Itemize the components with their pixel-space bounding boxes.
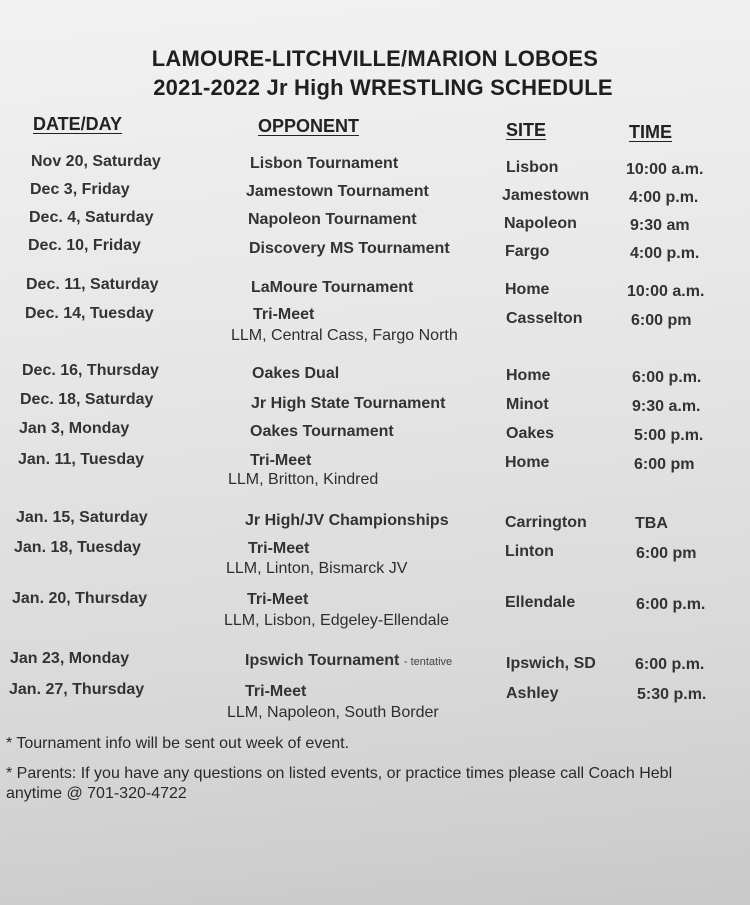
row-date: Dec. 14, Tuesday	[25, 305, 154, 322]
row-date: Jan 23, Monday	[10, 650, 130, 667]
schedule-title-line1: LAMOURE-LITCHVILLE/MARION LOBOES	[151, 46, 599, 71]
row-time: 6:00 pm	[631, 312, 692, 329]
row-note: - tentative	[403, 656, 453, 668]
row-opponent: Napoleon Tournament	[248, 211, 417, 228]
row-opponent	[245, 652, 452, 670]
row-opponent: Tri-Meet	[250, 452, 312, 469]
footnote-parents: * Parents: If you have any questions on listed events, or practice times please call Coach Hebl	[6, 765, 673, 782]
row-opponent: Jamestown Tournament	[246, 183, 429, 200]
row-date: Dec. 18, Saturday	[20, 391, 154, 408]
row-time: 4:00 p.m.	[630, 245, 700, 262]
row-opponent: Lisbon Tournament	[250, 155, 399, 172]
row-time: 9:30 a.m.	[632, 398, 701, 415]
row-opponent: Jr High/JV Championships	[245, 512, 449, 529]
row-time: 5:00 p.m.	[634, 427, 704, 444]
row-opponent: Jr High State Tournament	[251, 395, 446, 412]
row-date: Jan. 18, Tuesday	[14, 539, 141, 556]
row-opponent: Oakes Tournament	[250, 423, 394, 440]
row-time: 10:00 a.m.	[627, 283, 705, 300]
row-time: 9:30 am	[630, 217, 690, 234]
row-detail: LLM, Central Cass, Fargo North	[231, 327, 458, 344]
row-time: 5:30 p.m.	[637, 686, 707, 703]
row-site: Jamestown	[502, 187, 590, 204]
row-date: Dec. 11, Saturday	[26, 276, 159, 293]
row-time: TBA	[635, 515, 668, 532]
row-detail: LLM, Linton, Bismarck JV	[226, 560, 408, 577]
row-site: Fargo	[505, 243, 550, 260]
row-time: 4:00 p.m.	[629, 189, 699, 206]
row-opponent: Tri-Meet	[245, 683, 307, 700]
row-time: 6:00 pm	[636, 545, 697, 562]
row-site: Oakes	[506, 425, 555, 442]
row-site: Napoleon	[504, 215, 577, 232]
row-date: Dec. 10, Friday	[28, 237, 141, 254]
footnote-phone: anytime @ 701-320-4722	[6, 785, 187, 802]
row-opponent: Oakes Dual	[252, 365, 340, 382]
row-opponent-name: Ipswich Tournament	[245, 652, 400, 669]
row-date: Dec. 4, Saturday	[29, 209, 154, 226]
row-date: Jan. 11, Tuesday	[18, 451, 144, 468]
row-site: Home	[506, 367, 551, 384]
row-time: 6:00 p.m.	[632, 369, 702, 386]
row-site: Linton	[505, 543, 554, 560]
row-detail: LLM, Napoleon, South Border	[227, 704, 439, 721]
row-opponent: Tri-Meet	[247, 591, 309, 608]
row-site: Lisbon	[506, 159, 559, 176]
header-date: DATE/DAY	[33, 114, 123, 134]
row-date: Nov 20, Saturday	[31, 153, 161, 170]
row-time: 6:00 pm	[634, 456, 695, 473]
row-site: Ashley	[506, 685, 559, 702]
footnote-tournament-info: * Tournament info will be sent out week of event.	[6, 735, 350, 752]
row-time: 6:00 p.m.	[635, 656, 705, 673]
schedule-title-line2: 2021-2022 Jr High WRESTLING SCHEDULE	[153, 75, 613, 100]
row-site: Home	[505, 454, 550, 471]
row-date: Jan. 20, Thursday	[12, 590, 148, 607]
row-site: Home	[505, 281, 550, 298]
row-date: Jan 3, Monday	[19, 420, 130, 437]
row-date: Dec. 16, Thursday	[22, 362, 159, 379]
row-detail: LLM, Britton, Kindred	[228, 471, 379, 488]
header-time: TIME	[629, 122, 672, 142]
row-opponent: Tri-Meet	[253, 306, 315, 323]
row-date: Dec 3, Friday	[30, 181, 130, 198]
header-site: SITE	[506, 120, 547, 140]
row-detail: LLM, Lisbon, Edgeley-Ellendale	[224, 612, 450, 629]
row-site: Ellendale	[505, 594, 576, 611]
row-site: Carrington	[505, 514, 587, 531]
row-site: Casselton	[506, 310, 583, 327]
row-date: Jan. 15, Saturday	[16, 509, 148, 526]
row-opponent: Discovery MS Tournament	[249, 240, 450, 257]
row-opponent: LaMoure Tournament	[251, 279, 414, 296]
header-opponent: OPPONENT	[258, 116, 360, 136]
row-opponent: Tri-Meet	[248, 540, 310, 557]
row-time: 10:00 a.m.	[626, 161, 704, 178]
row-site: Ipswich, SD	[506, 655, 596, 672]
row-time: 6:00 p.m.	[636, 596, 706, 613]
row-site: Minot	[506, 396, 549, 413]
row-date: Jan. 27, Thursday	[9, 681, 145, 698]
